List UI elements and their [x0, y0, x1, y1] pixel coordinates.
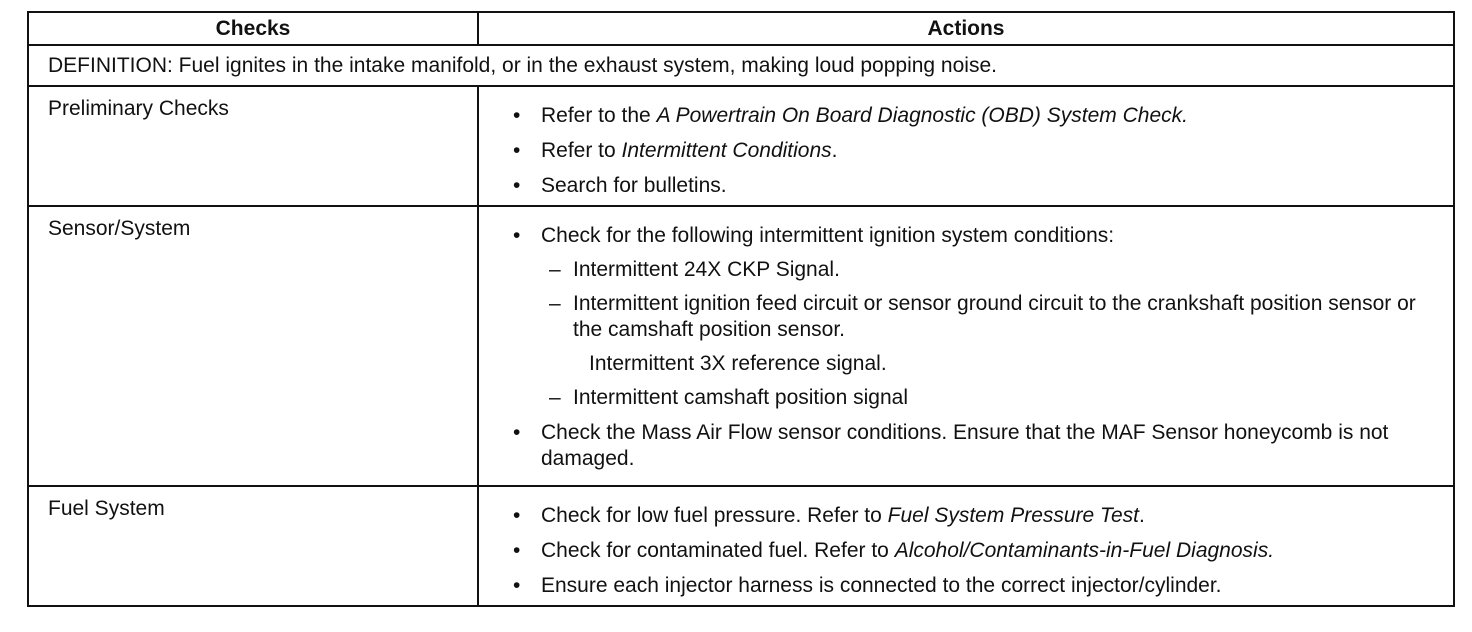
actions-cell — [478, 86, 1454, 206]
action-item — [505, 420, 1443, 472]
action-item — [505, 503, 1443, 529]
action-text-end: . — [831, 139, 838, 162]
action-text: Check the Mass Air Flow sensor conditions. Ensure that the MAF Sensor honeycomb is not damaged. — [541, 421, 1389, 470]
actions-list — [505, 223, 1443, 472]
actions-header: Actions — [478, 12, 1454, 45]
procedure-reference: Intermittent Conditions — [621, 139, 832, 162]
definition-text: DEFINITION: Fuel ignites in the intake manifold, or in the exhaust system, making loud popping noise. — [28, 45, 1454, 86]
action-item — [505, 103, 1443, 129]
procedure-reference: Fuel System Pressure Test — [887, 504, 1139, 527]
condition-item: – Intermittent 24X CKP Signal. — [541, 257, 1443, 283]
actions-list — [505, 503, 1443, 599]
check-label: Preliminary Checks — [28, 86, 478, 206]
actions-cell — [478, 206, 1454, 486]
action-text: Check for contaminated fuel. Refer to — [541, 539, 895, 562]
definition-row — [28, 45, 1454, 86]
action-text-end: . — [1138, 504, 1145, 527]
action-item — [505, 573, 1443, 599]
table-row-preliminary-checks — [28, 86, 1454, 206]
action-item — [505, 138, 1443, 164]
table-row-sensor-system — [28, 206, 1454, 486]
action-text: Search for bulletins. — [541, 174, 727, 197]
action-item — [505, 538, 1443, 564]
action-item — [505, 223, 1443, 411]
actions-list — [505, 103, 1443, 199]
header-row — [28, 12, 1454, 45]
checks-header: Checks — [28, 12, 478, 45]
condition-item: – Intermittent camshaft position signal — [541, 385, 1443, 411]
table-row-fuel-system — [28, 486, 1454, 606]
check-label: Sensor/System — [28, 206, 478, 486]
condition-item: – Intermittent ignition feed circuit or sensor ground circuit to the crankshaft position sensor or the camshaft position sensor. — [541, 291, 1443, 343]
diagnostic-table — [27, 11, 1455, 607]
action-text: Check for the following intermittent ignition system conditions: — [541, 224, 1115, 247]
procedure-reference: Alcohol/Contaminants-in-Fuel Diagnosis. — [894, 539, 1275, 562]
actions-cell — [478, 486, 1454, 606]
action-text: Refer to the — [541, 104, 657, 127]
check-label: Fuel System — [28, 486, 478, 606]
condition-item: Intermittent 3X reference signal. — [589, 352, 887, 375]
action-text: Refer to — [541, 139, 622, 162]
action-text: Check for low fuel pressure. Refer to — [541, 504, 888, 527]
procedure-reference: A Powertrain On Board Diagnostic (OBD) System Check. — [656, 104, 1188, 127]
condition-sublist — [541, 257, 1443, 411]
action-text: Ensure each injector harness is connected to the correct injector/cylinder. — [541, 574, 1222, 597]
action-item — [505, 173, 1443, 199]
